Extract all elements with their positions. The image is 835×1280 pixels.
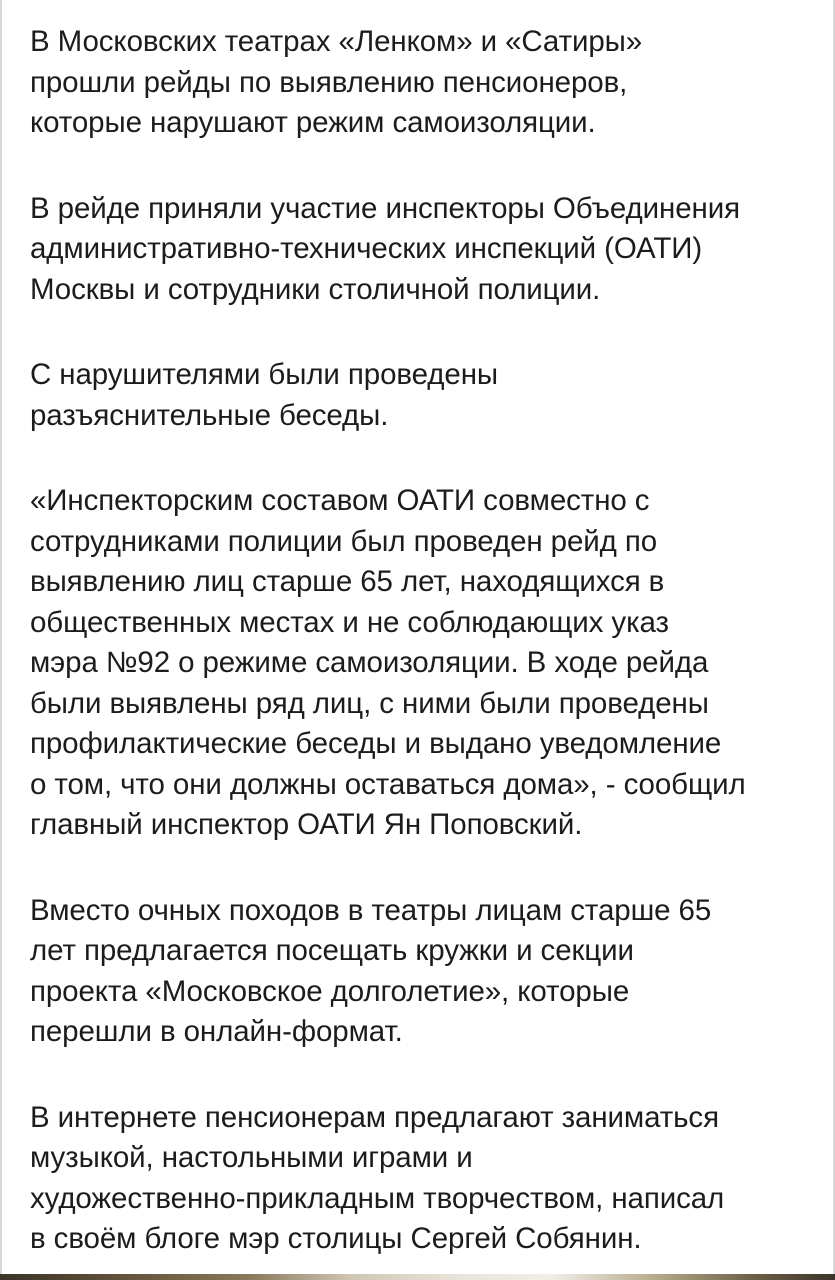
message-paragraph-4: «Инспекторским составом ОАТИ совместно с сотрудниками полиции был проведен рейд по выявлению лиц старше 65 лет, находящихся в общественных местах и не соблюдающих указ мэра №92 о режиме самоизоляции. В ходе рейда были выявлены ряд лиц, с ними были проведены профилактические беседы и выдано уведомление о том, что они должны оставаться дома», - сообщил главный инспектор ОАТИ Ян Поповский. bbox=[30, 484, 746, 841]
message-paragraph-3: С нарушителями были проведены разъяснительные беседы. bbox=[30, 358, 499, 432]
attached-image-edge[interactable] bbox=[0, 1274, 835, 1280]
message-paragraph-5: Вместо очных походов в театры лицам старше 65 лет предлагается посещать кружки и секции проекта «Московское долголетие», которые перешли в онлайн-формат. bbox=[30, 893, 712, 1048]
message-paragraph-2: В рейде приняли участие инспекторы Объединения административно-технических инспекций (ОАТИ) Москвы и сотрудники столичной полиции. bbox=[30, 191, 740, 306]
message-paragraph-1: В Московских театрах «Ленком» и «Сатиры» прошли рейды по выявлению пенсионеров, которые нарушают режим самоизоляции. bbox=[30, 25, 643, 139]
message-paragraph-6: В интернете пенсионерам предлагают заниматься музыкой, настольными играми и художественно-прикладным творчеством, написал в своём блоге мэр столицы Сергей Собянин. bbox=[30, 1100, 725, 1255]
